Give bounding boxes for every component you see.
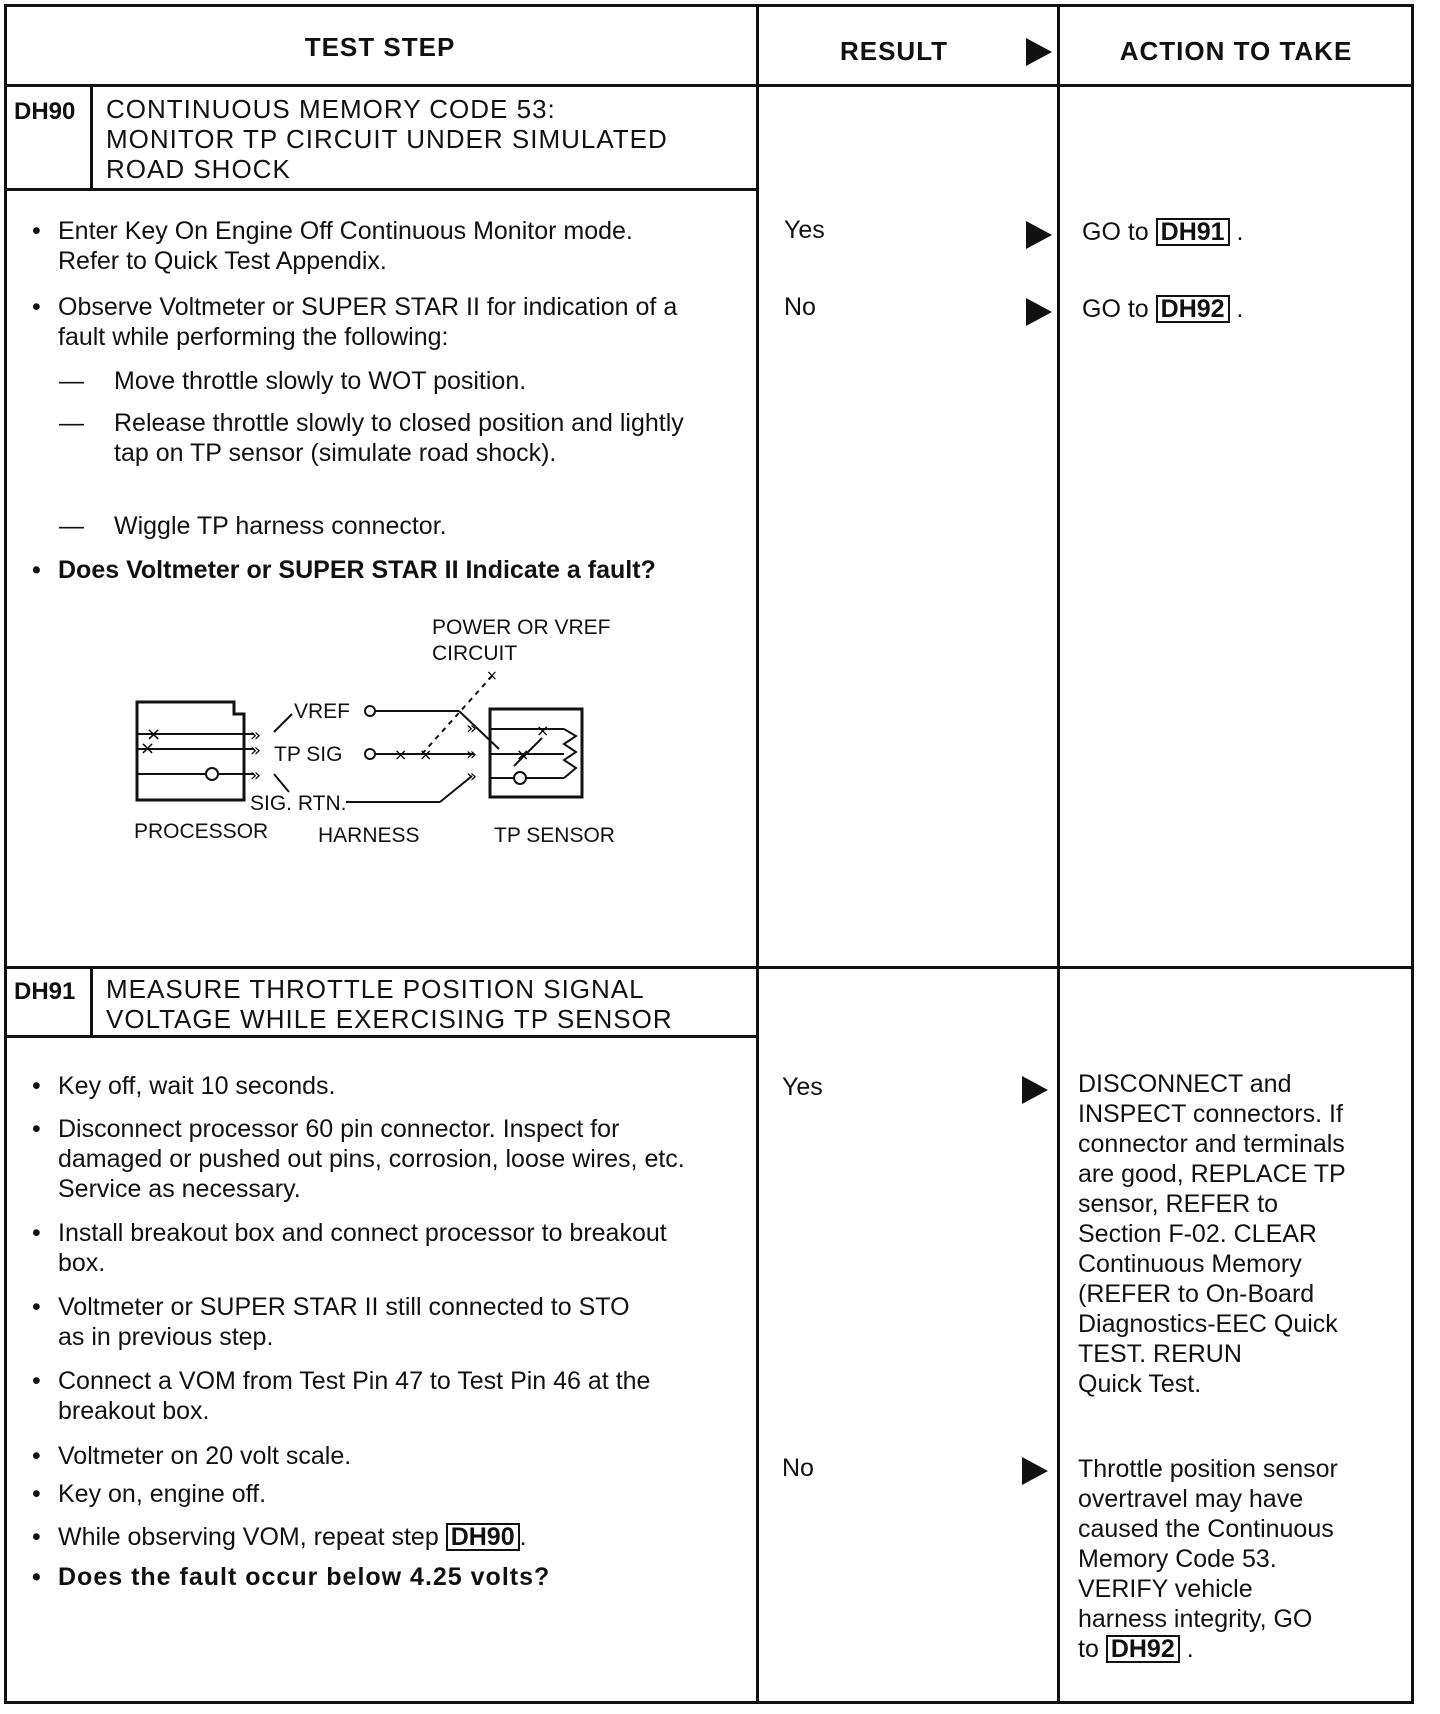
ref-dh91[interactable]: DH91 [1156,218,1230,246]
step-id-dh90: DH90 [14,98,76,125]
dh91-action-yes: DISCONNECT and INSPECT connectors. If connector and terminals are good, REPLACE TP sensor, REFER to Section F-02. CLEAR Continuous Memory (REFER to On-Board Diagnostics-EEC Quick TEST. RERUN Quick Test. [1078,1070,1346,1398]
dh90-question: • Does Voltmeter or SUPER STAR II Indicate a fault? [32,556,656,584]
header-action: ACTION TO TAKE [1119,36,1353,66]
col-divider-result [756,4,759,1704]
dh90-bullet-2: • Observe Voltmeter or SUPER STAR II for indication of a fault while performing the following: [32,293,678,351]
chevrons-processor-3: » [250,765,262,786]
label-tp-sig: TP SIG [274,743,343,766]
chevrons-processor: » [250,725,262,746]
power-label-1: POWER OR VREF [432,616,611,639]
step-divider [4,966,1414,969]
chevrons-sensor-1: » [466,718,478,739]
dh90-result-yes: Yes [784,216,825,244]
label-vref: VREF [294,700,351,723]
dh91-bullet-6: • Voltmeter on 20 volt scale. [32,1442,352,1470]
step-title-dh90: CONTINUOUS MEMORY CODE 53: MONITOR TP CIRCUIT UNDER SIMULATED ROAD SHOCK [106,94,668,184]
sensor-fault-mark-2: × [516,745,530,764]
tp-sig-fault-mark-1: × [394,745,408,764]
header-divider [4,84,1414,87]
processor-node [206,768,218,780]
dh90-sub-3: — Wiggle TP harness connector. [59,512,447,540]
label-processor: PROCESSOR [134,820,269,843]
ref-dh92-b[interactable]: DH92 [1106,1635,1180,1663]
dh91-bullet-3: • Install breakout box and connect processor to breakout box. [32,1219,667,1277]
power-dashed-line [422,676,492,754]
dh90-yes-arrow-icon [1026,221,1052,249]
dh91-bullet-4: • Voltmeter or SUPER STAR II still connected to STO as in previous step. [32,1293,630,1351]
chevrons-sensor-2: » [466,744,478,765]
label-harness: HARNESS [318,824,420,847]
dh91-bullet-8: • While observing VOM, repeat step DH90 . [32,1523,527,1551]
dh91-result-yes: Yes [782,1073,823,1101]
power-label-2: CIRCUIT [432,642,518,665]
tp-circuit-diagram [124,614,644,854]
dh91-bullet-1: • Key off, wait 10 seconds. [32,1072,336,1100]
dh90-no-arrow-icon [1026,298,1052,326]
dh91-title-bottom [4,1035,756,1038]
dh91-id-divider [90,966,93,1037]
step-title-dh91: MEASURE THROTTLE POSITION SIGNAL VOLTAGE WHILE EXERCISING TP SENSOR [106,974,673,1034]
processor-fault-mark-2: × [140,738,156,759]
sigrtn-branch [274,774,289,792]
step-id-dh91: DH91 [14,978,76,1005]
dh91-yes-arrow-icon [1022,1076,1048,1104]
vref-node [365,706,375,716]
header-test-step: TEST STEP [304,32,456,62]
ref-dh90[interactable]: DH90 [446,1523,520,1551]
dh90-sub-2: — Release throttle slowly to closed position and lightly tap on TP sensor (simulate road shock). [59,409,684,467]
dh90-result-no: No [784,293,816,321]
table-bottom-border [4,1701,1414,1704]
vref-branch [274,714,292,732]
sensor-node [514,772,526,784]
sensor-resistor [564,729,576,778]
col-divider-action [1057,4,1060,1704]
dh91-action-no: Throttle position sensor overtravel may have caused the Continuous Memory Code 53. VERIFY vehicle harness integrity, GO to DH92 . [1078,1455,1338,1663]
dh91-bullet-7: • Key on, engine off. [32,1480,267,1508]
header-arrow-icon [1026,38,1052,66]
dh90-title-bottom [4,188,756,191]
dh91-question: • Does the fault occur below 4.25 volts? [32,1563,551,1591]
chevrons-sensor-3: » [466,766,478,787]
label-sig-rtn: SIG. RTN. [250,792,347,815]
header-result: RESULT [839,36,949,66]
dh90-bullet-1: • Enter Key On Engine Off Continuous Monitor mode. Refer to Quick Test Appendix. [32,217,633,275]
diagnostic-table [4,4,1414,1704]
table-top-border [4,4,1414,7]
dh90-id-divider [90,84,93,190]
chevrons-processor-2: » [250,740,262,761]
tp-sig-node [365,749,375,759]
tp-sig-fault-mark-2: × [419,745,433,764]
dh90-action-no: GO to DH92 . [1082,295,1244,323]
table-left-border [4,4,7,1704]
dh91-result-no: No [782,1454,814,1482]
label-tp-sensor: TP SENSOR [494,824,615,847]
dh91-bullet-5: • Connect a VOM from Test Pin 47 to Test Pin 46 at the breakout box. [32,1367,651,1425]
sensor-fault-mark-1: × [536,721,550,740]
ref-dh92[interactable]: DH92 [1156,295,1230,323]
power-end-mark: × [486,668,498,684]
dh90-sub-1: — Move throttle slowly to WOT position. [59,367,527,395]
dh91-no-arrow-icon [1022,1457,1048,1485]
dh91-bullet-2: • Disconnect processor 60 pin connector. Inspect for damaged or pushed out pins, corrosion, loose wires, etc. Service as necessary. [32,1115,685,1203]
processor-fault-mark-1: × [146,724,162,745]
table-right-border [1411,4,1414,1704]
dh90-action-yes: GO to DH91 . [1082,218,1244,246]
